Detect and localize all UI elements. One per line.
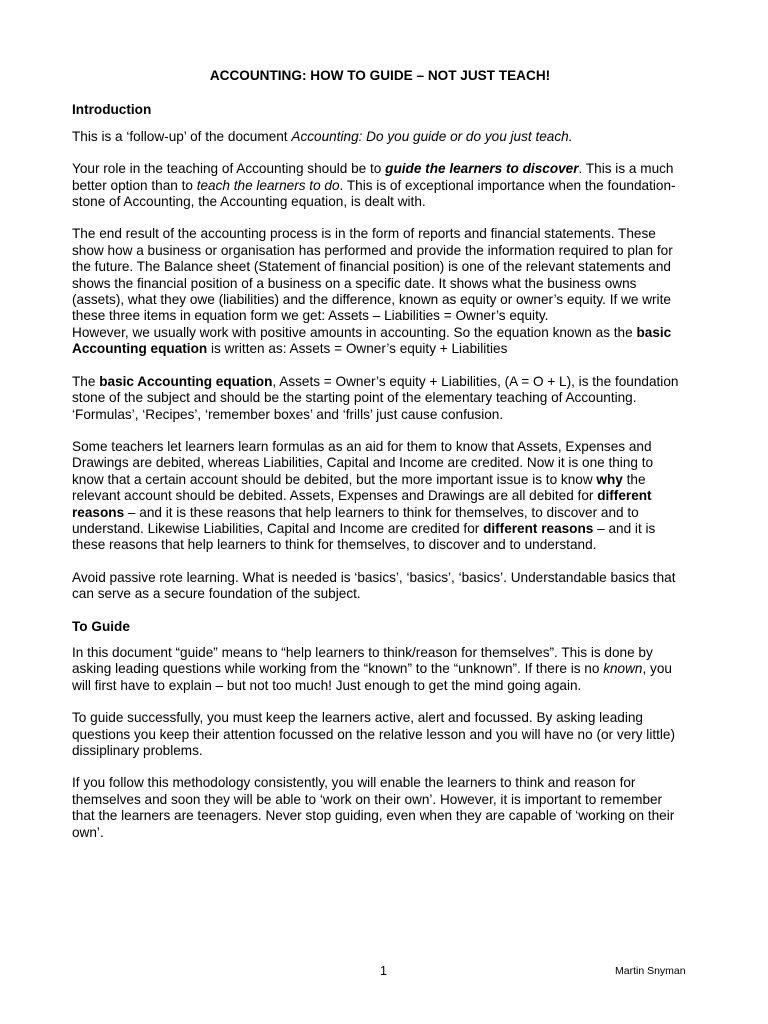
text-run: The end result of the accounting process is in the form of reports and financial statements. These show how a business or organisation has performed and provide the information required to plan for the future. The Balance sheet (Statement of financial position) is one of the relevant statements and shows the financial position of a business on a specific date. It shows what the business owns (assets), what they owe (liabilities) and the difference, known as equity or owner’s equity. If we write these three items in equation form we get: Assets – Liabilities = Owner’s equity. [72,226,673,324]
text-run: is written as: Assets = Owner’s equity + Liabilities [207,341,508,357]
text-run: However, we usually work with positive amounts in accounting. So the equation known as the [72,324,637,340]
text-run: , you will first have to explain – but not too much! Just enough to get the mind going again. [72,661,672,693]
text-run: If you follow this methodology consistently, you will enable the learners to think and reason for themselves and soon they will be able to ‘work on their own’. However, it is important to remember that the learners are teenagers. Never stop guiding, even when they are capable of ‘working on their own’. [72,775,675,840]
text-run: Some teachers let learners learn formulas as an aid for them to know that Assets, Expenses and Drawings are debited, whereas Liabilities, Capital and Income are credited. Now it is one thing to know that a certain account should be debited, but the more important issue is to know [72,438,654,487]
paragraph [72,439,688,554]
text-run: – and it is these reasons that help learners to think for themselves, to discover and to understand. [72,520,656,553]
text-run: The [72,373,100,389]
footer-author: Martin Snyman [615,965,686,977]
text-run: basic Accounting equation [72,324,672,357]
text-run: different reasons [72,488,652,520]
text-run: Your role in the teaching of Accounting should be to [72,161,386,177]
document-title: ACCOUNTING: HOW TO GUIDE – NOT JUST TEACH! [209,68,551,83]
paragraph [72,129,688,145]
paragraph [72,775,688,841]
document-body [72,102,688,841]
text-run: guide the learners to discover [385,161,579,177]
text-run: , Assets = Owner’s equity + Liabilities, (A = O + L), is the foundation stone of the subject and should be the starting point of the elementary teaching of Accounting. ‘Formulas’, ‘Recipes’, ‘remember boxes’ and ‘frills’ just cause confusion. [72,373,679,422]
text-run: teach the learners to do [196,177,340,193]
text-run: why [596,471,623,487]
section-heading: To Guide [72,618,130,634]
paragraph [72,226,688,357]
document-page [72,68,688,857]
paragraph [72,374,688,423]
text-run: This is a ‘follow-up’ of the document [72,128,292,144]
text-run: the relevant account should be debited. Assets, Expenses and Drawings are all debited for [72,471,646,504]
paragraph [72,570,688,603]
paragraph [72,645,688,694]
text-run: – and it is these reasons that help learners to think for themselves, to discover and to understand. Likewise Liabilities, Capital and Income are credited for [72,504,639,536]
text-run: basic Accounting equation [99,373,273,389]
text-run: . This is of exceptional importance when the foundation-stone of Accounting, the Accounting equation, is dealt with. [72,177,676,210]
text-run: known [603,661,643,677]
text-run: In this document “guide” means to “help learners to think/reason for themselves”. This is done by asking leading questions while working from the “known” to the “unknown”. If there is no [72,644,653,677]
text-run: . This is a much better option than to [72,161,674,193]
text-run: Avoid passive rote learning. What is needed is ‘basics’, ‘basics’, ‘basics’. Understandable basics that can serve as a secure foundation of the subject. [72,569,676,602]
page-number: 1 [380,964,387,978]
section-heading: Introduction [72,102,152,118]
text-run: Accounting: Do you guide or do you just teach. [291,128,573,144]
paragraph [72,161,688,210]
text-run: different reasons [483,520,594,536]
paragraph [72,710,688,759]
text-run: To guide successfully, you must keep the learners active, alert and focussed. By asking leading questions you keep their attention focussed on the relative lesson and you will have no (or very little) dissiplinary problems. [72,710,675,758]
